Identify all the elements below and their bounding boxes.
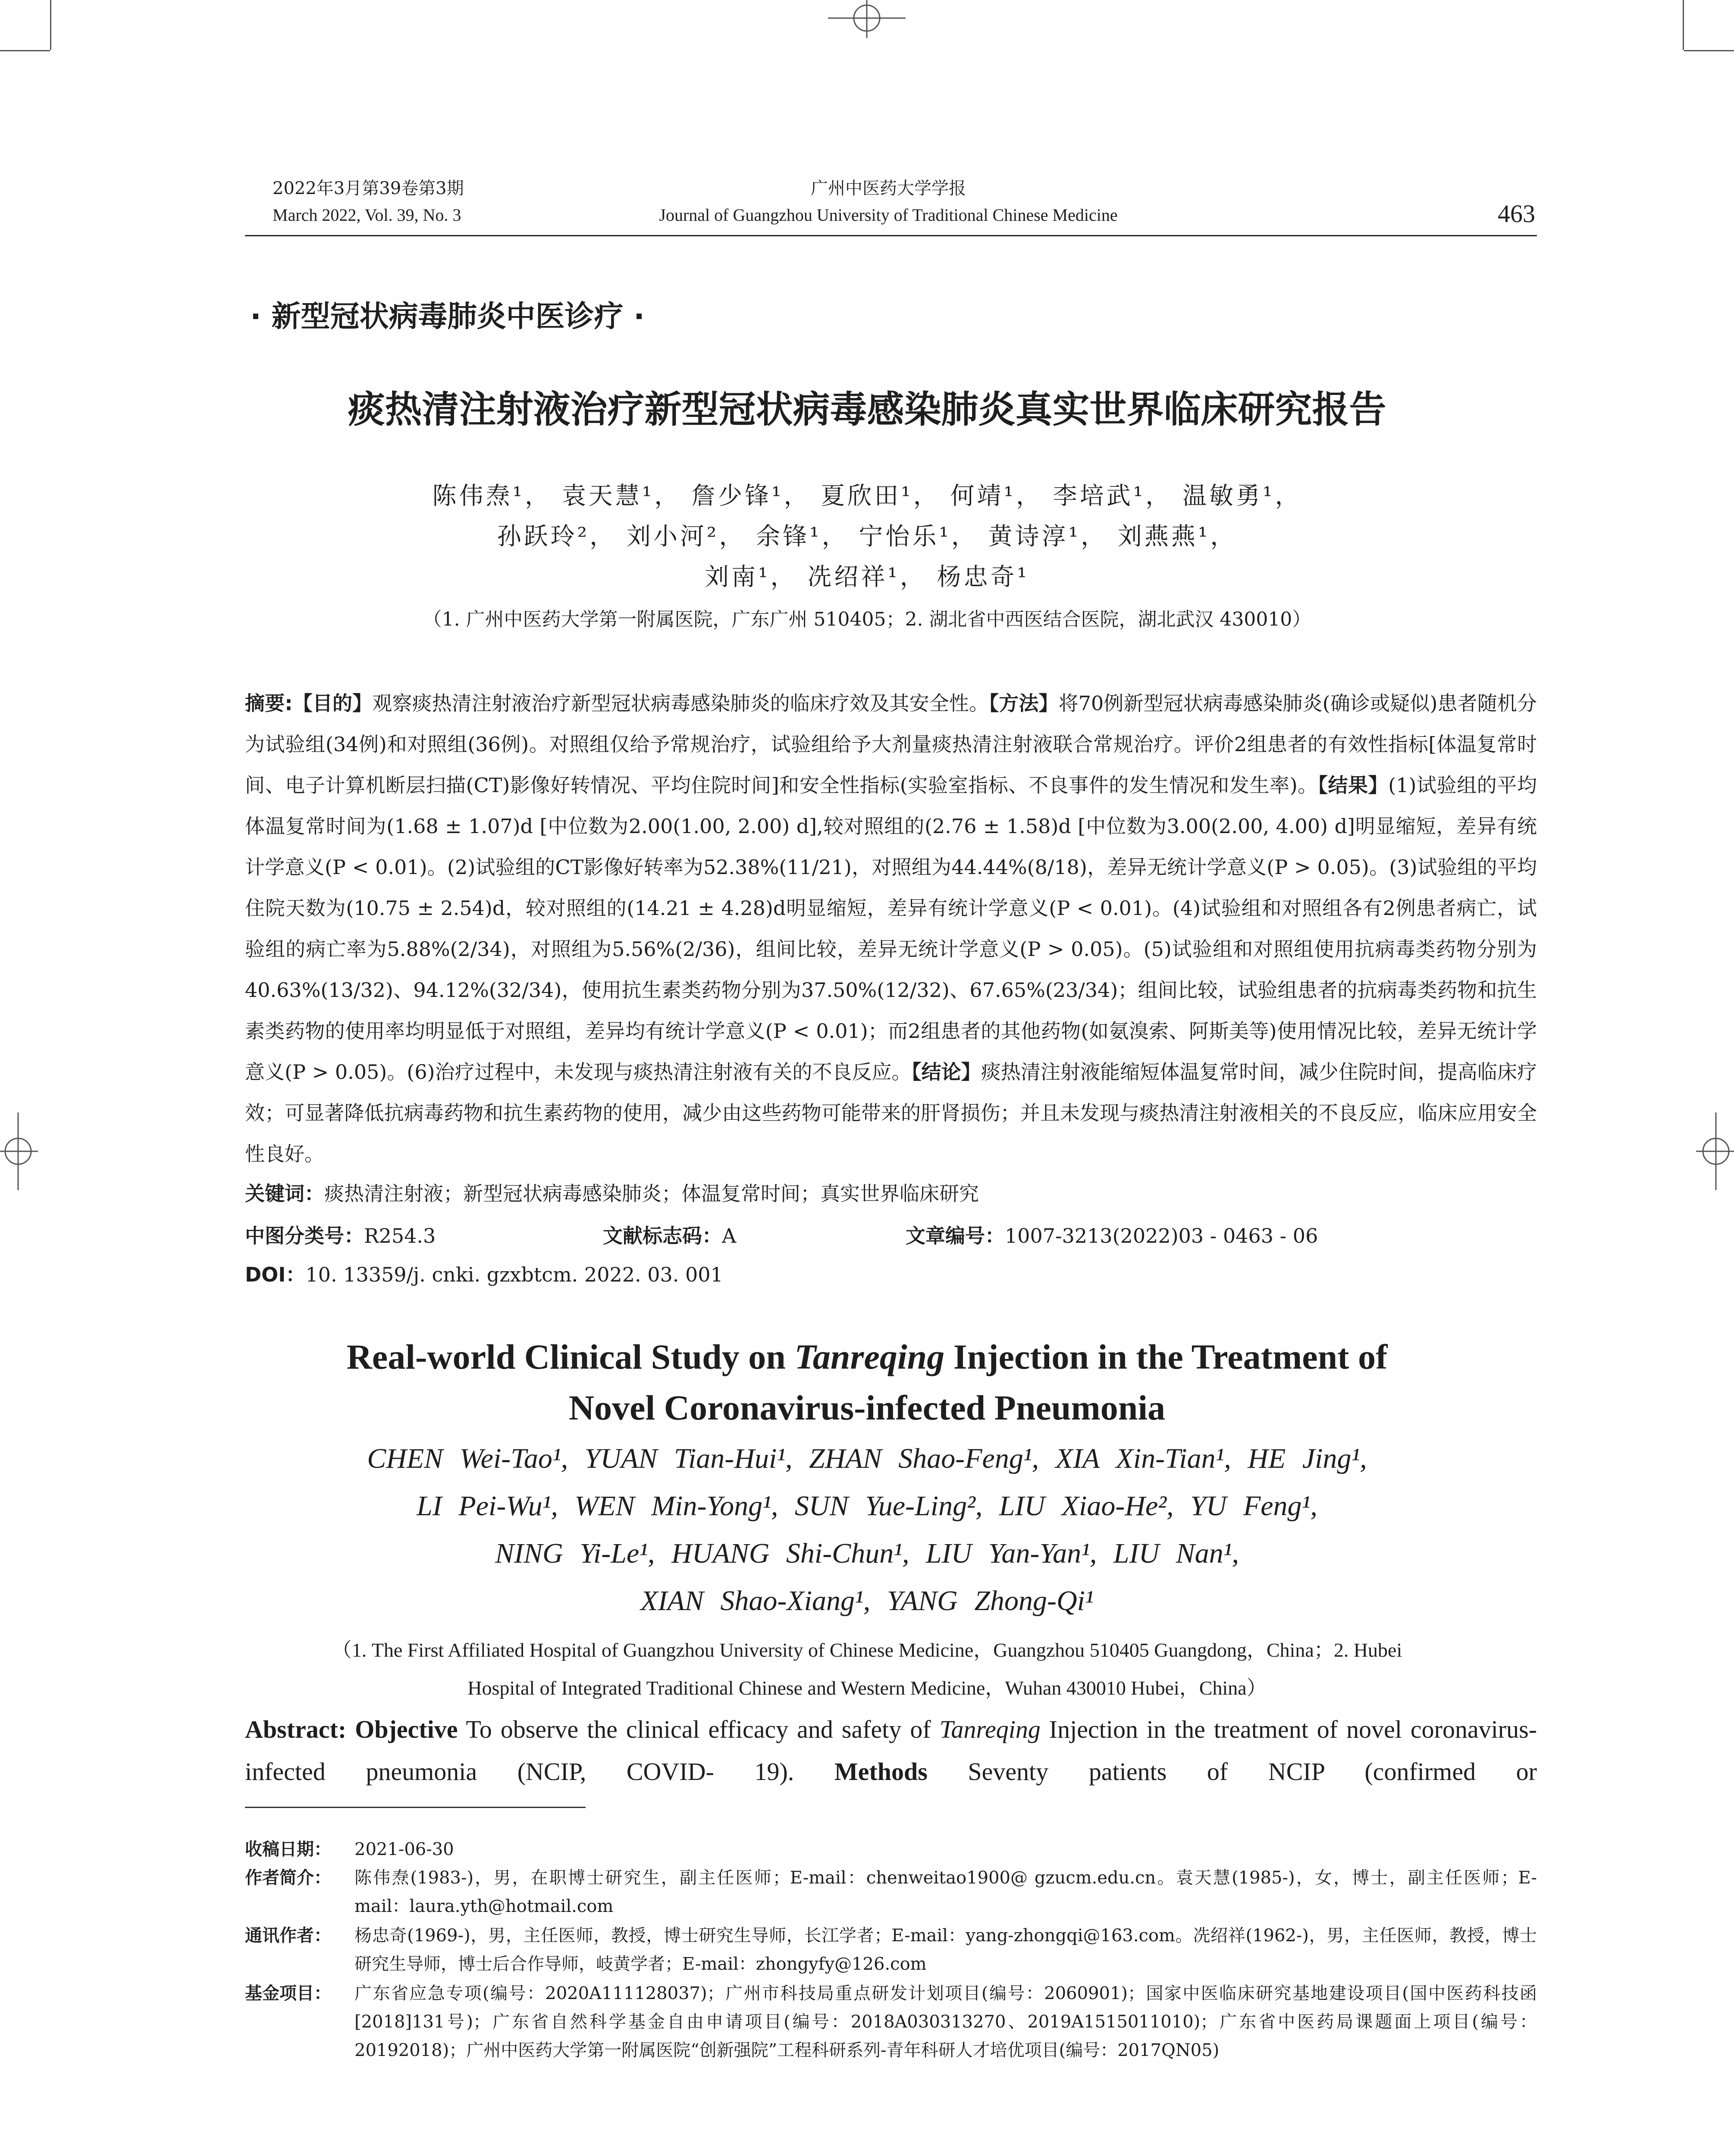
- abstract-cn-label: 摘要:: [245, 692, 293, 715]
- authors-cn-line-1: 陈伟焘¹， 袁天慧¹， 詹少锋¹， 夏欣田¹， 何靖¹， 李培武¹， 温敏勇¹，: [432, 482, 1302, 510]
- doi-label: DOI：: [245, 1263, 306, 1286]
- article-no-value: 1007-3213(2022)03 - 0463 - 06: [1005, 1224, 1318, 1247]
- authors-cn-line-3: 刘南¹， 冼绍祥¹， 杨忠奇¹: [705, 563, 1029, 591]
- abstract-en: Abstract: Objective To observe the clinical efficacy and safety of Tanreqing Injection in the treatment of novel coronavirus- infected pneumonia (NCIP, COVID- 19). Methods Seventy patients of NCIP (confirmed or: [245, 1715, 1537, 1786]
- abstract-conclusion-head: 【结论】: [911, 1060, 981, 1084]
- objective-label: Objective: [355, 1715, 458, 1743]
- doc-code-label: 文献标志码：: [603, 1224, 722, 1247]
- journal-title-en: Journal of Guangzhou University of Traditional Chinese Medicine: [659, 205, 1118, 225]
- article-number: [906, 1220, 1318, 1249]
- clc-value: R254.3: [364, 1224, 436, 1247]
- article-no-label: 文章编号：: [906, 1224, 1005, 1247]
- page-number: 463: [1498, 200, 1535, 228]
- authors-cn-line-2: 孙跃玲²， 刘小河²， 余锋¹， 宁怡乐¹， 黄诗淳¹， 刘燕燕¹，: [497, 523, 1237, 551]
- clc-number: [245, 1220, 436, 1249]
- authors-en-line-3: NING Yi-Le¹, HUANG Shi-Chun¹, LIU Yan-Yan¹, LIU Nan¹,: [495, 1538, 1239, 1569]
- doi-value: 10. 13359/j. cnki. gzxbtcm. 2022. 03. 001: [305, 1263, 723, 1286]
- authors-en-line-1: CHEN Wei-Tao¹, YUAN Tian-Hui¹, ZHAN Shao-Feng¹, XIA Xin-Tian¹, HE Jing¹,: [367, 1443, 1367, 1474]
- keywords-value: 痰热清注射液；新型冠状病毒感染肺炎；体温复常时间；真实世界临床研究: [324, 1182, 979, 1205]
- header-rule: [245, 235, 1537, 236]
- abstract-results-text: (1)试验组的平均体温复常时间为(1.68 ± 1.07)d [中位数为2.00(1.00, 2.00) d],较对照组的(2.76 ± 1.58)d [中位数为3.00(2.00, 4.00) d]明显缩短，差异有统计学意义(P < 0.01)。(2)试验组的CT影像好转率为52.38%(11/21)，对照组为44.44%(8/18)，差异无统计学意义(P > 0.05)。(3)试验组的平均住院天数为(10.75 ± 2.54)d，较对照组的(14.21 ± 4.28)d明显缩短，差异有统计学意义(P < 0.01)。(4)试验组和对照组各有2例患者病亡，试验组的病亡率为5.88%(2/34)，对照组为5.56%(2/36)，组间比较，差异无统计学意义(P > 0.05)。(5)试验组和对照组使用抗病毒类药物分别为40.63%(13/32)、94.12%(32/34)，使用抗生素类药物分别为37.50%(12/32)、67.65%(23/34)；组间比较，试验组患者的抗病毒类药物和抗生素类药物的使用率均明显低于对照组，差异均有统计学意义(P < 0.01)；而2组患者的其他药物(如氨溴索、阿斯美等)使用情况比较，差异无统计学意义(P > 0.05)。(6)治疗过程中，未发现与痰热清注射液有关的不良反应。: [245, 774, 1537, 1084]
- abstract-results-head: 【结果】: [1317, 774, 1389, 797]
- page-title: 痰热清注射液治疗新型冠状病毒感染肺炎真实世界临床研究报告: [348, 388, 1386, 431]
- registration-mark-top-icon: [828, 0, 906, 39]
- authors-en-line-4: XIAN Shao-Xiang¹, YANG Zhong-Qi¹: [640, 1585, 1094, 1617]
- affiliation-cn: （1. 广州中医药大学第一附属医院，广东广州 510405；2. 湖北省中西医结合医院，湖北武汉 430010）: [423, 608, 1311, 630]
- doc-code-value: A: [722, 1224, 737, 1247]
- journal-title-cn: 广州中医药大学学报: [811, 179, 966, 198]
- document-code: [603, 1220, 736, 1249]
- title-en-line-1: Real-world Clinical Study on Tanreqing Injection in the Treatment of: [346, 1337, 1388, 1376]
- title-en-italic: Tanreqing: [794, 1337, 945, 1376]
- clc-label: 中图分类号：: [245, 1224, 364, 1247]
- methods-label: Methods: [834, 1758, 928, 1786]
- abstract-methods-head: 【方法】: [989, 692, 1059, 715]
- keywords-label: 关键词：: [245, 1182, 324, 1205]
- abstract-conclusion-text: 痰热清注射液能缩短体温复常时间，减少住院时间，提高临床疗效；可显著降低抗病毒药物和抗生素药物的使用，减少由这些药物可能带来的肝肾损伤；并且未发现与痰热清注射液相关的不良反应，临床应用安全性良好。: [245, 1060, 1537, 1166]
- authors-en-line-2: LI Pei-Wu¹, WEN Min-Yong¹, SUN Yue-Ling², LIU Xiao-He², YU Feng¹,: [417, 1490, 1317, 1522]
- keywords: [245, 1178, 979, 1206]
- abstract-cn: [245, 683, 1537, 1175]
- abstract-methods-text: 将70例新型冠状病毒感染肺炎(确诊或疑似)患者随机分为试验组(34例)和对照组(36例)。对照组仅给予常规治疗，试验组给予大剂量痰热清注射液联合常规治疗。评价2组患者的有效性指标[体温复常时间、电子计算机断层扫描(CT)影像好转情况、平均住院时间]和安全性指标(实验室指标、不良事件的发生情况和发生率)。: [245, 692, 1537, 797]
- abstract-en-label: Abstract:: [245, 1715, 347, 1743]
- doi: [245, 1259, 723, 1288]
- issue-cn: 2022年3月第39卷第3期: [273, 179, 464, 198]
- issue-en: March 2022, Vol. 39, No. 3: [273, 205, 461, 225]
- footnote-rule: [245, 1807, 586, 1808]
- registration-mark-right-icon: [1695, 1112, 1734, 1190]
- affiliation-en-line-1: （1. The First Affiliated Hospital of Guangzhou University of Chinese Medicine，Guangzhou 510405 Guangdong，China；2. Hubei: [332, 1639, 1402, 1661]
- abstract-objective-head: 【目的】: [292, 692, 373, 715]
- affiliation-en-line-2: Hospital of Integrated Traditional Chinese and Western Medicine，Wuhan 430010 Hubei，China）: [467, 1677, 1267, 1699]
- title-en-line-2: Novel Coronavirus-infected Pneumonia: [568, 1388, 1166, 1427]
- abstract-objective-text: 观察痰热清注射液治疗新型冠状病毒感染肺炎的临床疗效及其安全性。: [372, 692, 989, 715]
- section-label: · 新型冠状病毒肺炎中医诊疗 ·: [250, 300, 645, 334]
- registration-mark-left-icon: [0, 1112, 39, 1190]
